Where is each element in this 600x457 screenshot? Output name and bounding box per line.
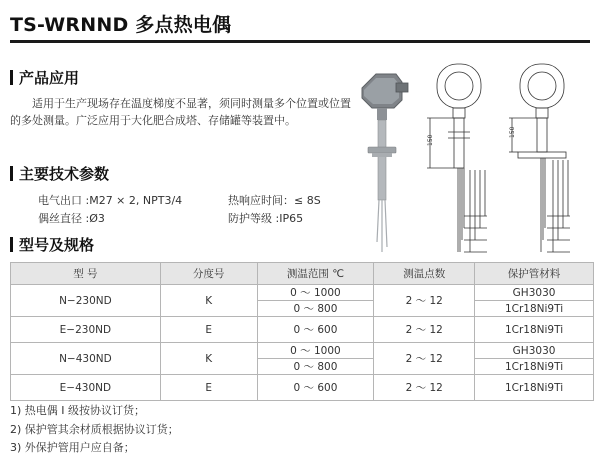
cell-range: 0 ～ 600 — [257, 375, 374, 401]
dim-label-left: 150 — [427, 134, 434, 146]
cell-material: GH3030 — [475, 285, 594, 301]
note-item: 2) 保护管其余材质根据协议订货； — [10, 422, 179, 436]
page-title: TS-WRNND 多点热电偶 — [10, 14, 232, 36]
technical-drawing-right — [509, 64, 570, 252]
spec-wire-diameter: 偶丝直径 :Ø3 — [38, 212, 105, 225]
table-header-row — [11, 263, 594, 285]
cell-range: 0 ～ 600 — [257, 317, 374, 343]
col-header-graduation: 分度号 — [160, 263, 257, 285]
col-header-material: 保护管材料 — [475, 263, 594, 285]
title-divider — [10, 40, 590, 43]
section-heading-application — [10, 67, 79, 88]
cell-graduation: K — [160, 285, 257, 317]
col-header-model: 型 号 — [11, 263, 161, 285]
cell-range: 0 ～ 800 — [257, 301, 374, 317]
technical-drawing-left — [427, 64, 487, 252]
col-header-points: 测温点数 — [374, 263, 475, 285]
heading-bar — [10, 70, 13, 85]
cell-graduation: K — [160, 343, 257, 375]
thermocouple-diagram — [350, 52, 592, 262]
cell-points: 2 ～ 12 — [374, 317, 475, 343]
heading-bar — [10, 166, 13, 181]
cell-material: 1Cr18Ni9Ti — [475, 317, 594, 343]
section-heading-params-label: 主要技术参数 — [19, 165, 110, 183]
cell-graduation: E — [160, 317, 257, 343]
note-item: 3) 外保护管用户应自备； — [10, 441, 135, 454]
section-heading-models — [10, 234, 94, 255]
cell-material: 1Cr18Ni9Ti — [475, 359, 594, 375]
cell-material: GH3030 — [475, 343, 594, 359]
cell-points: 2 ～ 12 — [374, 375, 475, 401]
table-row — [11, 343, 594, 359]
table-row — [11, 375, 594, 401]
cell-model: N−430ND — [11, 343, 161, 375]
cell-range: 0 ～ 800 — [257, 359, 374, 375]
section-heading-params — [10, 163, 109, 184]
heading-bar — [10, 237, 13, 252]
spec-protection-grade: 防护等级 :IP65 — [228, 212, 304, 225]
product-figure — [350, 52, 592, 262]
notes-list — [10, 402, 179, 457]
spec-electrical-outlet: 电气出口 :M27 × 2, NPT3/4 — [38, 194, 183, 207]
col-header-range: 测温范围 ℃ — [257, 263, 374, 285]
table-row — [11, 285, 594, 301]
section-heading-application-label: 产品应用 — [19, 69, 80, 87]
spec-response-time: 热响应时间：≤ 8S — [228, 194, 321, 207]
cell-range: 0 ～ 1000 — [257, 343, 374, 359]
cell-range: 0 ～ 1000 — [257, 285, 374, 301]
dim-label-right: 150 — [509, 126, 516, 138]
cell-model: E−230ND — [11, 317, 161, 343]
product-photo — [362, 74, 408, 252]
cell-model: E−430ND — [11, 375, 161, 401]
table-row — [11, 317, 594, 343]
note-item: 1) 热电偶 I 级按协议订货； — [10, 404, 146, 417]
model-spec-table — [10, 262, 594, 401]
section-heading-models-label: 型号及规格 — [19, 236, 95, 254]
cell-model: N−230ND — [11, 285, 161, 317]
cell-points: 2 ～ 12 — [374, 343, 475, 375]
cell-points: 2 ～ 12 — [374, 285, 475, 317]
application-paragraph: 适用于生产现场存在温度梯度不显著，须同时测量多个位置或位置的多处测量。广泛应用于大化肥合成塔、存储罐等装置中。 — [10, 97, 351, 127]
cell-material: 1Cr18Ni9Ti — [475, 375, 594, 401]
cell-graduation: E — [160, 375, 257, 401]
cell-material: 1Cr18Ni9Ti — [475, 301, 594, 317]
